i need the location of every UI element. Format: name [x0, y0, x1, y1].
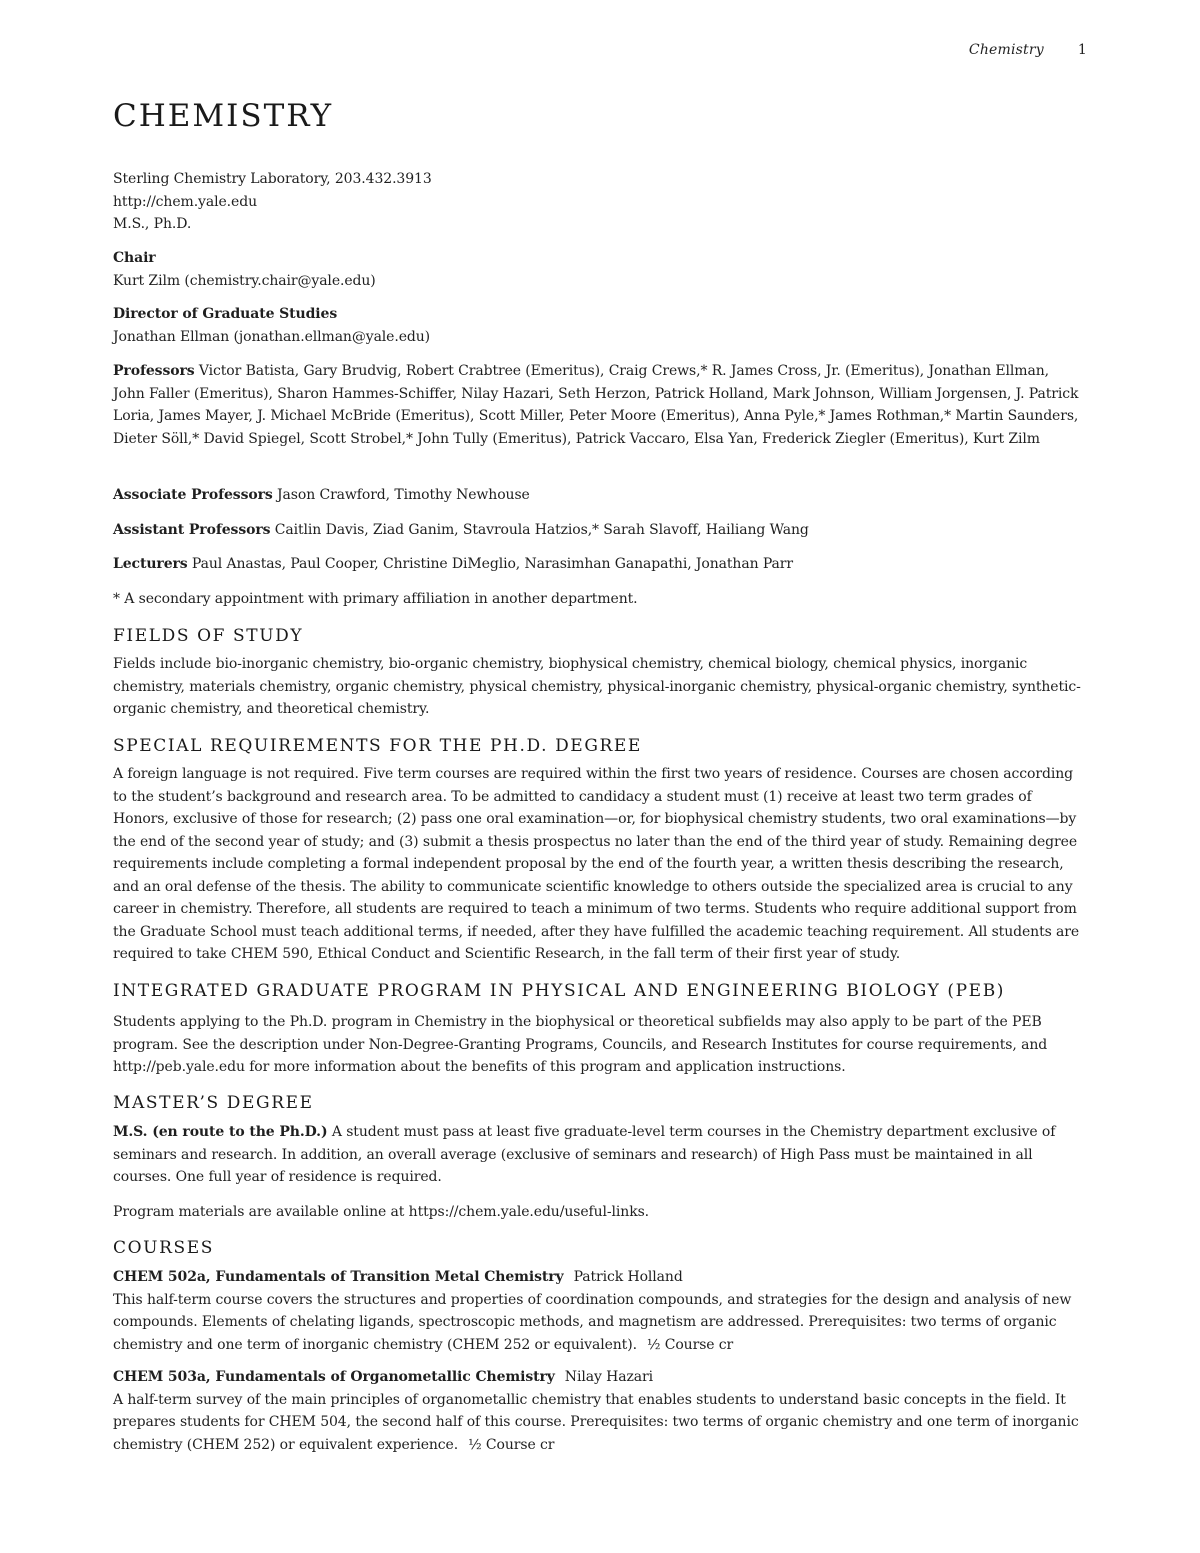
course-instructor: Patrick Holland — [573, 1269, 683, 1285]
degrees: M.S., Ph.D. — [113, 216, 192, 232]
lecturers-block — [113, 553, 1083, 576]
lecturers-list: Paul Anastas, Paul Cooper, Christine DiMeglio, Narasimhan Ganapathi, Jonathan Parr — [191, 556, 793, 572]
professors-block — [113, 360, 1083, 450]
professors-list: Victor Batista, Gary Brudvig, Robert Crabtree (Emeritus), Craig Crews,* R. James Cross, Jr. (Emeritus), Jonathan Ellman, John Faller (Emeritus), Sharon Hammes-Schiffer, Nilay Hazari, Seth Herzon, Patrick Holland, Mark Johnson, William Jorgensen, J. Patrick Loria, James Mayer, J. Michael McBride (Emeritus), Scott Miller, Peter Moore (Emeritus), Anna Pyle,* James Rothman,* Martin Saunders, Dieter Söll,* David Spiegel, Scott Strobel,* John Tully (Emeritus), Patrick Vaccaro, Elsa Yan, Frederick Ziegler (Emeritus), Kurt Zilm — [113, 363, 1079, 447]
chair-value: Kurt Zilm (chemistry.chair@yale.edu) — [113, 272, 376, 289]
address: Sterling Chemistry Laboratory, 203.432.3913 — [113, 171, 432, 187]
phd-heading: SPECIAL REQUIREMENTS FOR THE PH.D. DEGREE — [113, 736, 642, 756]
peb-text: Students applying to the Ph.D. program in Chemistry in the biophysical or theoretical subfields may also apply to be part of the PEB program. See the description under Non-Degree-Granting Programs, Councils, and Research Institutes for course requirements, and http://peb.yale.edu for more information about the benefits of this program and application instructions. — [113, 1014, 1048, 1075]
course-item — [113, 1366, 1083, 1456]
associate-list: Jason Crawford, Timothy Newhouse — [277, 487, 530, 503]
peb-heading: INTEGRATED GRADUATE PROGRAM IN PHYSICAL AND ENGINEERING BIOLOGY (PEB) — [113, 981, 1006, 1001]
running-title: Chemistry — [968, 42, 1044, 58]
course-description: This half-term course covers the structures and properties of coordination compounds, and strategies for the design and analysis of new compounds. Elements of chelating ligands, spectroscopic methods, and magnetism are addressed. Prerequisites: two terms of organic chemistry and one term of inorganic chemistry (CHEM 252 or equivalent). — [113, 1291, 1072, 1353]
footnote — [113, 588, 1083, 611]
associate-label: Associate Professors — [113, 487, 273, 503]
dgs-value: Jonathan Ellman (jonathan.ellman@yale.edu) — [113, 328, 431, 345]
fields-text: Fields include bio-inorganic chemistry, bio-organic chemistry, biophysical chemistry, chemical biology, chemical physics, inorganic chemistry, materials chemistry, organic chemistry, physical chemistry, physical-inorganic chemistry, physical-organic chemistry, synthetic-organic chemistry, and theoretical chemistry. — [113, 656, 1081, 717]
website-link[interactable]: http://chem.yale.edu — [113, 193, 257, 210]
masters-heading: MASTER’S DEGREE — [113, 1093, 314, 1113]
associate-block — [113, 484, 1083, 507]
course-description: A half-term survey of the main principles of organometallic chemistry that enables students to understand basic concepts in the field. It prepares students for CHEM 504, the second half of this course. Prerequisites: two terms of organic chemistry and one term of inorganic chemistry (CHEM 252) or equivalent experience. — [113, 1391, 1079, 1453]
course-credit: ½ Course cr — [646, 1336, 734, 1353]
course-credit: ½ Course cr — [468, 1436, 555, 1453]
peb-block — [113, 1011, 1083, 1079]
ms-label: M.S. (en route to the Ph.D.) — [113, 1124, 328, 1140]
masters-block — [113, 1121, 1083, 1189]
phd-block — [113, 763, 1083, 966]
running-head — [969, 42, 1087, 58]
fields-block — [113, 653, 1083, 721]
contact-block — [113, 168, 1083, 236]
phd-text: A foreign language is not required. Five term courses are required within the first two years of residence. Courses are chosen according to the student’s background and research area. To be admitted to candidacy a student must (1) receive at least two term grades of Honors, exclusive of those for research; (2) pass one oral examination—or, for biophysical chemistry students, two oral examinations—by the end of the second year of study; and (3) submit a thesis prospectus no later than the end of the third year of study. Remaining degree requirements include completing a formal independent proposal by the end of the fourth year, a written thesis describing the research, and an oral defense of the thesis. The ability to communicate scientific knowledge to others outside the specialized area is crucial to any career in chemistry. Therefore, all students are required to teach a minimum of two terms. Students who require additional support from the Graduate School must teach additional terms, if needed, after they have fulfilled the academic teaching requirement. All students are required to take CHEM 590, Ethical Conduct and Scientific Research, in the fall term of their first year of study. — [113, 766, 1080, 962]
dgs-block — [113, 303, 1083, 348]
chair-label: Chair — [113, 250, 156, 266]
chair-block — [113, 247, 1083, 292]
course-item — [113, 1266, 1083, 1356]
fields-heading: FIELDS OF STUDY — [113, 626, 304, 646]
course-title: CHEM 502a, Fundamentals of Transition Metal Chemistry — [113, 1269, 564, 1285]
page-number: 1 — [1077, 42, 1087, 58]
courses-heading: COURSES — [113, 1238, 214, 1258]
ms-text: A student must pass at least five graduate-level term courses in the Chemistry department exclusive of seminars and research. In addition, an overall average (exclusive of seminars and research) of High Pass must be maintained in all courses. One full year of residence is required. — [113, 1124, 1056, 1185]
course-title: CHEM 503a, Fundamentals of Organometallic Chemistry — [113, 1369, 555, 1385]
professors-label: Professors — [113, 363, 195, 379]
assistant-list: Caitlin Davis, Ziad Ganim, Stavroula Hatzios,* Sarah Slavoff, Hailiang Wang — [274, 522, 809, 538]
course-instructor: Nilay Hazari — [564, 1369, 653, 1385]
lecturers-label: Lecturers — [113, 556, 188, 572]
page-title: CHEMISTRY — [113, 98, 334, 134]
assistant-label: Assistant Professors — [113, 522, 271, 538]
materials-text: Program materials are available online at https://chem.yale.edu/useful-links. — [113, 1204, 650, 1220]
dgs-label: Director of Graduate Studies — [113, 306, 338, 322]
footnote-text: * A secondary appointment with primary affiliation in another department. — [113, 591, 638, 607]
assistant-block — [113, 519, 1083, 542]
materials-block — [113, 1201, 1083, 1224]
